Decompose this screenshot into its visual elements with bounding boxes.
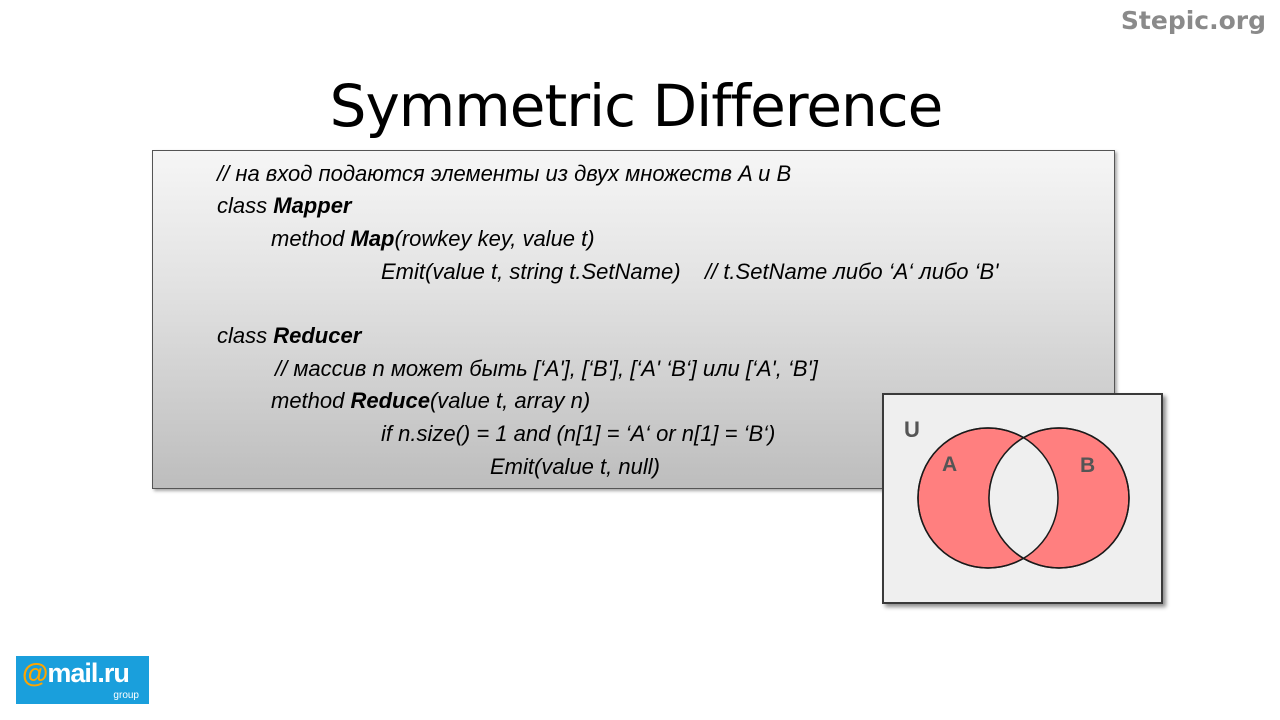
- universe-label: U: [904, 417, 920, 442]
- code-if-condition: if n.size() = 1 and (n[1] = ‘A‘ or n[1] = ‘B‘): [381, 421, 776, 446]
- code-method-params: (value t, array n): [429, 388, 591, 413]
- code-method-name: Reduce: [350, 388, 430, 413]
- code-class-name: Mapper: [273, 193, 352, 218]
- code-keyword: method: [271, 226, 351, 251]
- code-class-mapper: [217, 193, 352, 219]
- set-a-label: A: [942, 453, 958, 476]
- logo-wordmark: [22, 658, 129, 689]
- mailru-group-logo: [16, 656, 149, 704]
- venn-diagram: [882, 393, 1163, 604]
- code-class-reducer: [217, 323, 361, 349]
- code-keyword: method: [271, 388, 351, 413]
- code-comment-input: // на вход подаются элементы из двух множеств A и B: [217, 161, 792, 186]
- venn-svg: [884, 395, 1161, 602]
- brand-watermark: Stepic.org: [1120, 6, 1266, 35]
- logo-subtitle: group: [113, 690, 139, 701]
- code-keyword: class: [217, 323, 274, 348]
- code-method-name: Map: [350, 226, 395, 251]
- logo-text: mail.ru: [47, 658, 129, 688]
- code-emit-setname: Emit(value t, string t.SetName) // t.SetName либо ‘A‘ либо ‘B': [381, 259, 999, 284]
- logo-at-sign: @: [22, 658, 48, 688]
- page-title: Symmetric Difference: [329, 72, 943, 140]
- code-keyword: class: [217, 193, 274, 218]
- code-method-map: [271, 226, 595, 252]
- code-comment-array: // массив n может быть [‘A'], [‘B'], [‘A' ‘B‘] или [‘A', ‘B']: [275, 356, 818, 381]
- set-b-label: B: [1080, 454, 1096, 477]
- code-method-params: (rowkey key, value t): [394, 226, 595, 251]
- code-method-reduce: [271, 388, 590, 414]
- code-emit-null: Emit(value t, null): [490, 454, 660, 479]
- code-class-name: Reducer: [273, 323, 362, 348]
